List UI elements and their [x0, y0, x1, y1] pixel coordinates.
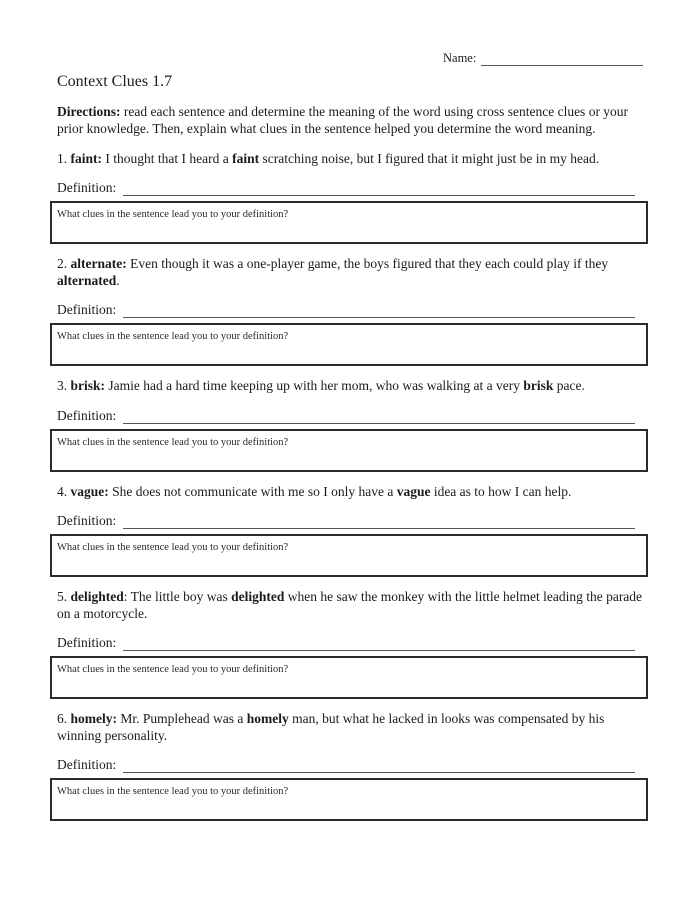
- definition-row: [57, 407, 643, 424]
- definition-fill-line[interactable]: [123, 514, 635, 529]
- definition-fill-line[interactable]: [123, 181, 635, 196]
- definition-row: [57, 179, 643, 196]
- question-block-5: [57, 589, 643, 699]
- definition-fill-line[interactable]: [123, 303, 635, 318]
- clue-prompt: What clues in the sentence lead you to your definition?: [57, 209, 289, 220]
- definition-label: Definition:: [57, 180, 117, 195]
- clue-answer-box[interactable]: [50, 201, 648, 244]
- question-block-6: [57, 711, 643, 821]
- definition-fill-line[interactable]: [123, 636, 635, 651]
- definition-fill-line[interactable]: [123, 758, 635, 773]
- clue-answer-box[interactable]: [50, 429, 648, 472]
- definition-row: [57, 756, 643, 773]
- question-sentence: 6. homely: Mr. Pumplehead was a homely man, but what he lacked in looks was compensated by his winning personality.: [57, 711, 605, 743]
- definition-row: [57, 301, 643, 318]
- definition-label: Definition:: [57, 513, 117, 528]
- directions-text: Directions: read each sentence and determine the meaning of the word using cross sentence clues or your prior knowledge. Then, explain what clues in the sentence helped you determine the word meaning.: [57, 104, 629, 136]
- definition-label: Definition:: [57, 635, 117, 650]
- question-sentence: 2. alternate: Even though it was a one-player game, the boys figured that they each could play if they alternated.: [57, 256, 609, 288]
- definition-row: [57, 512, 643, 529]
- definition-row: [57, 634, 643, 651]
- name-row: [443, 50, 643, 66]
- clue-answer-box[interactable]: [50, 323, 648, 366]
- question-block-2: [57, 256, 643, 366]
- question-sentence: 3. brisk: Jamie had a hard time keeping up with her mom, who was walking at a very brisk pace.: [57, 378, 585, 393]
- definition-label: Definition:: [57, 302, 117, 317]
- name-fill-line[interactable]: [481, 52, 643, 66]
- name-label: Name:: [443, 51, 477, 65]
- clue-answer-box[interactable]: [50, 534, 648, 577]
- definition-label: Definition:: [57, 407, 117, 423]
- definition-fill-line[interactable]: [123, 409, 635, 424]
- definition-label: Definition:: [57, 757, 117, 772]
- clue-prompt: What clues in the sentence lead you to your definition?: [57, 786, 289, 797]
- clue-prompt: What clues in the sentence lead you to your definition?: [57, 664, 289, 675]
- page-title: Context Clues 1.7: [57, 73, 173, 90]
- clue-prompt: What clues in the sentence lead you to your definition?: [57, 436, 289, 448]
- question-sentence: 5. delighted: The little boy was delighted when he saw the monkey with the little helmet leading the parade on a motorcycle.: [57, 589, 643, 621]
- question-block-1: [57, 151, 643, 245]
- clue-prompt: What clues in the sentence lead you to your definition?: [57, 331, 289, 342]
- question-sentence: 4. vague: She does not communicate with me so I only have a vague idea as to how I can help.: [57, 483, 572, 499]
- question-block-3: [57, 378, 643, 472]
- clue-prompt: What clues in the sentence lead you to your definition?: [57, 542, 289, 553]
- question-sentence: 1. faint: I thought that I heard a faint scratching noise, but I figured that it might just be in my head.: [57, 150, 600, 166]
- clue-answer-box[interactable]: [50, 656, 648, 699]
- question-block-4: [57, 484, 643, 578]
- clue-answer-box[interactable]: [50, 778, 648, 821]
